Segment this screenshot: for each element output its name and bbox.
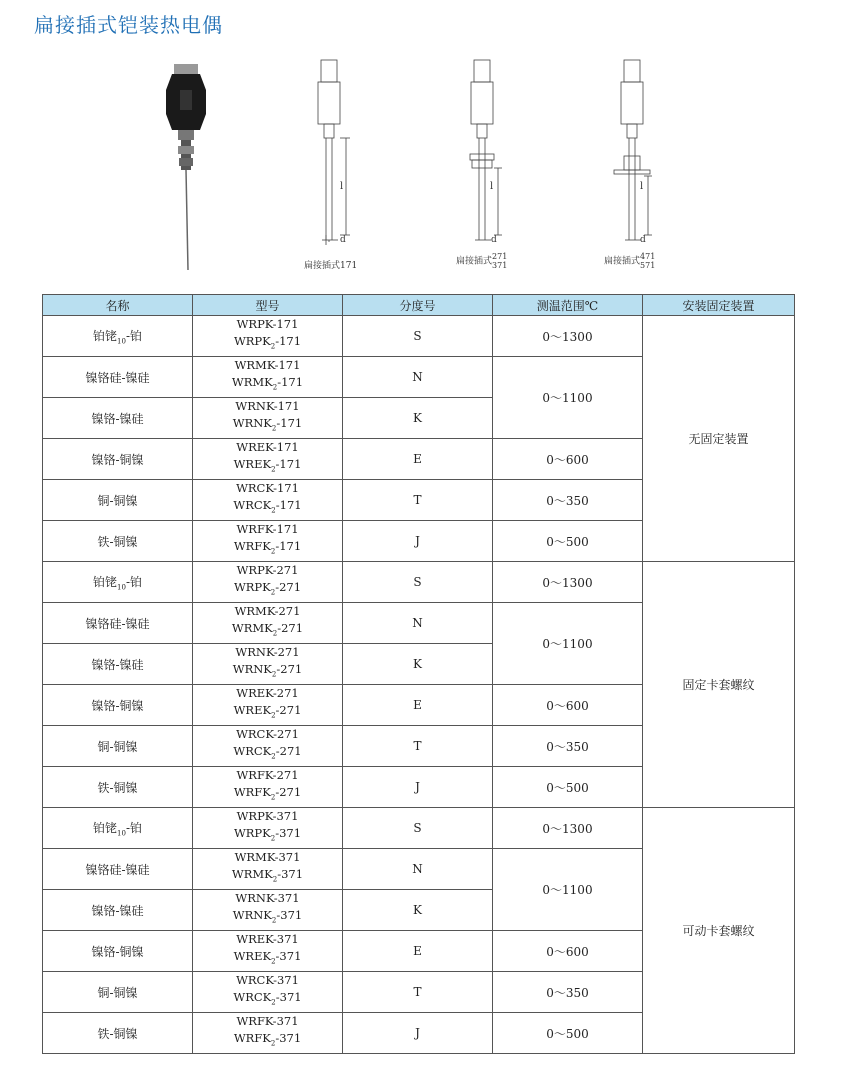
name-subscript: 10 xyxy=(117,583,126,592)
model-line-2-suffix: -371 xyxy=(275,990,302,1005)
cell-range: 0～500 xyxy=(493,521,643,562)
model-line-1: WRNK-171 xyxy=(235,399,300,414)
cell-range: 0～1300 xyxy=(493,808,643,849)
cell-mount: 固定卡套螺纹 xyxy=(643,562,795,808)
model-subscript: 2 xyxy=(271,506,276,515)
cell-model xyxy=(193,972,343,1013)
cell-range: 0～1300 xyxy=(493,562,643,603)
model-line-2-prefix: WRFK xyxy=(233,539,271,554)
model-line-2-suffix: -271 xyxy=(275,785,302,800)
model-line-2-prefix: WRPK xyxy=(233,580,271,595)
model-line-2-prefix: WRMK xyxy=(231,867,273,882)
model-line-2-suffix: -271 xyxy=(275,580,302,595)
cell-range: 0～600 xyxy=(493,439,643,480)
cell-model xyxy=(193,808,343,849)
cell-name: 镍铬-镍硅 xyxy=(43,644,193,685)
cell-grade: K xyxy=(343,890,493,931)
name-part: -铂 xyxy=(125,328,142,343)
cell-grade: K xyxy=(343,398,493,439)
cell-range: 0～1300 xyxy=(493,316,643,357)
model-subscript: 2 xyxy=(270,342,276,351)
cell-grade: T xyxy=(343,972,493,1013)
cell-name: 铁-铜镍 xyxy=(43,521,193,562)
cell-range: 0～350 xyxy=(493,972,643,1013)
header-grade: 分度号 xyxy=(343,295,493,316)
model-line-1: WRPK-171 xyxy=(236,317,299,332)
dim-d-label-3: d xyxy=(640,235,646,245)
model-line-2-suffix: -171 xyxy=(277,375,304,390)
model-line-2-prefix: WRCK xyxy=(233,498,272,513)
dim-l-label-3: l xyxy=(640,181,644,192)
table-header-row xyxy=(43,295,795,316)
model-line-1: WREK-271 xyxy=(236,686,299,701)
cell-grade: E xyxy=(343,931,493,972)
model-subscript: 2 xyxy=(270,547,276,556)
model-subscript: 2 xyxy=(271,465,276,474)
model-line-2-prefix: WRCK xyxy=(233,744,272,759)
name-part: -铂 xyxy=(125,820,142,835)
model-line-1: WRPK-371 xyxy=(236,809,299,824)
cell-name xyxy=(43,808,193,849)
model-line-2-suffix: -171 xyxy=(275,498,302,513)
cell-grade: S xyxy=(343,316,493,357)
cell-name: 镍铬-镍硅 xyxy=(43,890,193,931)
cell-grade: J xyxy=(343,767,493,808)
cell-grade: K xyxy=(343,644,493,685)
cell-grade: S xyxy=(343,808,493,849)
cell-grade: N xyxy=(343,603,493,644)
model-subscript: 2 xyxy=(271,424,277,433)
model-subscript: 2 xyxy=(270,1039,276,1048)
cell-model xyxy=(193,1013,343,1054)
cell-model xyxy=(193,767,343,808)
model-line-2-prefix: WRCK xyxy=(233,990,272,1005)
model-subscript: 2 xyxy=(272,383,278,392)
model-line-2-prefix: WREK xyxy=(233,703,272,718)
cell-grade: T xyxy=(343,726,493,767)
name-part: 铂铑 xyxy=(93,820,118,835)
cell-mount: 无固定装置 xyxy=(643,316,795,562)
model-line-1: WRNK-271 xyxy=(235,645,300,660)
cell-name: 铜-铜镍 xyxy=(43,972,193,1013)
model-line-1: WRFK-171 xyxy=(236,522,299,537)
name-part: -铂 xyxy=(125,574,142,589)
model-line-2-suffix: -271 xyxy=(275,703,302,718)
product-drawings xyxy=(0,50,850,280)
caption-171: 扁接插式171 xyxy=(304,261,358,271)
model-subscript: 2 xyxy=(271,670,277,679)
model-line-1: WRCK-371 xyxy=(236,973,299,988)
header-model: 型号 xyxy=(193,295,343,316)
model-subscript: 2 xyxy=(272,629,278,638)
model-subscript: 2 xyxy=(270,793,276,802)
figure-area xyxy=(0,50,850,280)
model-line-1: WRFK-371 xyxy=(236,1014,299,1029)
model-line-1: WRMK-271 xyxy=(234,604,301,619)
cell-name: 镍铬硅-镍硅 xyxy=(43,849,193,890)
cell-name xyxy=(43,562,193,603)
model-line-1: WRMK-371 xyxy=(234,850,301,865)
model-subscript: 2 xyxy=(271,752,276,761)
table-row xyxy=(43,808,795,849)
cell-name: 铁-铜镍 xyxy=(43,1013,193,1054)
cell-grade: J xyxy=(343,1013,493,1054)
spec-table xyxy=(42,294,795,1054)
cell-range: 0～1100 xyxy=(493,357,643,439)
model-subscript: 2 xyxy=(270,588,276,597)
table-row xyxy=(43,316,795,357)
cell-name: 铜-铜镍 xyxy=(43,726,193,767)
cell-grade: S xyxy=(343,562,493,603)
cell-grade: N xyxy=(343,357,493,398)
model-line-2-suffix: -271 xyxy=(277,621,304,636)
name-subscript: 10 xyxy=(117,337,126,346)
model-line-2-prefix: WRPK xyxy=(233,334,271,349)
model-line-2-suffix: -171 xyxy=(275,457,302,472)
cell-name: 镍铬-镍硅 xyxy=(43,398,193,439)
model-line-1: WRFK-271 xyxy=(236,768,299,783)
cell-name: 铜-铜镍 xyxy=(43,480,193,521)
model-line-1: WRCK-271 xyxy=(236,727,299,742)
drawing-471-571 xyxy=(614,60,652,240)
model-line-2-suffix: -371 xyxy=(275,826,302,841)
header-range: 测温范围℃ xyxy=(493,295,643,316)
model-line-2-prefix: WRPK xyxy=(233,826,271,841)
model-line-1: WREK-171 xyxy=(236,440,299,455)
model-line-2-suffix: -371 xyxy=(276,908,303,923)
cell-range: 0～500 xyxy=(493,767,643,808)
cell-range: 0～600 xyxy=(493,931,643,972)
model-line-1: WRMK-171 xyxy=(234,358,301,373)
model-subscript: 2 xyxy=(272,875,278,884)
model-line-2-suffix: -171 xyxy=(276,416,303,431)
cell-model xyxy=(193,931,343,972)
model-line-2-suffix: -371 xyxy=(277,867,304,882)
model-line-2-prefix: WREK xyxy=(233,949,272,964)
model-line-2-prefix: WRNK xyxy=(232,908,272,923)
model-line-2-prefix: WRMK xyxy=(231,621,273,636)
model-line-1: WRPK-271 xyxy=(236,563,299,578)
model-line-1: WRCK-171 xyxy=(236,481,299,496)
product-photo xyxy=(166,64,206,270)
cell-name: 镍铬-铜镍 xyxy=(43,685,193,726)
model-subscript: 2 xyxy=(270,834,276,843)
cell-range: 0～600 xyxy=(493,685,643,726)
cell-grade: J xyxy=(343,521,493,562)
dim-d-label-1: d xyxy=(340,235,346,245)
cell-range: 0～1100 xyxy=(493,849,643,931)
caption-271-371: 扁接插式271 371 xyxy=(456,252,508,270)
cell-model xyxy=(193,685,343,726)
cell-model xyxy=(193,849,343,890)
cell-model xyxy=(193,890,343,931)
cell-model xyxy=(193,439,343,480)
model-subscript: 2 xyxy=(271,711,276,720)
cell-range: 0～350 xyxy=(493,480,643,521)
dim-d-label-2: d xyxy=(491,235,497,245)
name-part: 铂铑 xyxy=(93,574,118,589)
model-line-2-prefix: WRFK xyxy=(233,785,271,800)
header-mount: 安装固定装置 xyxy=(643,295,795,316)
cell-model xyxy=(193,603,343,644)
table-body xyxy=(43,316,795,1054)
model-line-2-prefix: WREK xyxy=(233,457,272,472)
model-line-2-suffix: -271 xyxy=(276,662,303,677)
cell-grade: E xyxy=(343,439,493,480)
model-line-2-suffix: -271 xyxy=(275,744,302,759)
cell-model xyxy=(193,357,343,398)
cell-name: 镍铬-铜镍 xyxy=(43,439,193,480)
model-line-2-suffix: -171 xyxy=(275,539,302,554)
model-line-2-suffix: -371 xyxy=(275,949,302,964)
cell-grade: E xyxy=(343,685,493,726)
model-subscript: 2 xyxy=(271,957,276,966)
caption-471-571: 扁接插式471 571 xyxy=(604,252,656,270)
cell-range: 0～1100 xyxy=(493,603,643,685)
dim-l-label-2: l xyxy=(490,181,494,192)
cell-mount: 可动卡套螺纹 xyxy=(643,808,795,1054)
cell-model xyxy=(193,480,343,521)
cell-model xyxy=(193,644,343,685)
model-line-2-prefix: WRNK xyxy=(232,416,272,431)
cell-name: 镍铬-铜镍 xyxy=(43,931,193,972)
cell-grade: N xyxy=(343,849,493,890)
cell-name: 铁-铜镍 xyxy=(43,767,193,808)
dim-l-label-1: l xyxy=(340,181,344,192)
model-line-2-suffix: -371 xyxy=(275,1031,302,1046)
model-line-2-prefix: WRMK xyxy=(231,375,273,390)
drawing-271-371 xyxy=(470,60,502,240)
cell-range: 0～350 xyxy=(493,726,643,767)
model-subscript: 2 xyxy=(271,998,276,1007)
model-line-1: WRNK-371 xyxy=(235,891,300,906)
name-part: 铂铑 xyxy=(93,328,118,343)
cell-model xyxy=(193,726,343,767)
cell-name: 镍铬硅-镍硅 xyxy=(43,357,193,398)
cell-model xyxy=(193,398,343,439)
header-name: 名称 xyxy=(43,295,193,316)
cell-grade: T xyxy=(343,480,493,521)
cell-name xyxy=(43,316,193,357)
model-subscript: 2 xyxy=(271,916,277,925)
page-title: 扁接插式铠装热电偶 xyxy=(34,13,223,37)
cell-model xyxy=(193,316,343,357)
model-line-1: WREK-371 xyxy=(236,932,299,947)
cell-model xyxy=(193,562,343,603)
model-line-2-suffix: -171 xyxy=(275,334,302,349)
model-line-2-prefix: WRFK xyxy=(233,1031,271,1046)
cell-model xyxy=(193,521,343,562)
cell-name: 镍铬硅-镍硅 xyxy=(43,603,193,644)
model-line-2-prefix: WRNK xyxy=(232,662,272,677)
table-row xyxy=(43,562,795,603)
name-subscript: 10 xyxy=(117,829,126,838)
drawing-171 xyxy=(318,60,350,245)
cell-range: 0～500 xyxy=(493,1013,643,1054)
